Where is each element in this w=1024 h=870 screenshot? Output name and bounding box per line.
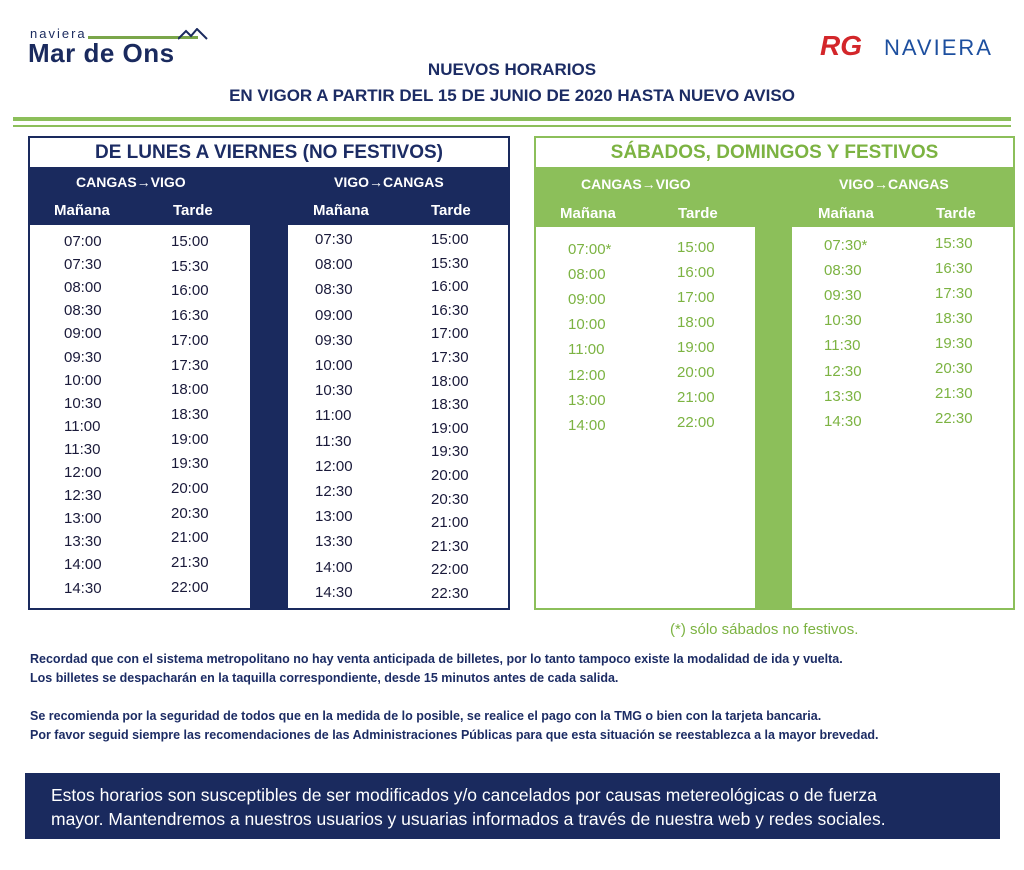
- weekday-vigo-cangas-afternoon-time: 17:30: [431, 349, 469, 366]
- col-afternoon: Tarde: [678, 205, 718, 222]
- info-line: Recordad que con el sistema metropolitano no hay venta anticipada de billetes, por lo tanto tampoco existe la modalidad de ida y vuelta.: [30, 652, 843, 666]
- weekday-vigo-cangas-afternoon-time: 19:00: [431, 419, 469, 437]
- weekend-cangas-vigo-afternoon-time: 18:00: [677, 314, 715, 331]
- weekend-vigo-cangas-morning-time: 09:30: [824, 287, 862, 305]
- rg-r: R: [820, 30, 841, 61]
- weekday-cangas-vigo-afternoon-time: 18:30: [171, 405, 209, 423]
- divider-thick: [13, 117, 1011, 121]
- route-cangas-vigo: [581, 176, 691, 192]
- weekday-schedule-panel: [28, 136, 510, 610]
- weekday-vigo-cangas-morning-time: 11:30: [315, 432, 352, 450]
- col-afternoon: Tarde: [173, 202, 213, 219]
- weekend-cangas-vigo-morning-time: 07:00*: [568, 241, 612, 258]
- route-vigo-cangas: [334, 174, 444, 190]
- weekday-cangas-vigo-afternoon-time: 16:00: [171, 282, 209, 300]
- weekday-cangas-vigo-afternoon-time: 17:30: [171, 356, 209, 374]
- weekday-vigo-cangas-afternoon-time: 20:30: [431, 490, 469, 508]
- weekday-vigo-cangas-afternoon-time: 21:00: [431, 514, 469, 532]
- weekday-cangas-vigo-morning-time: 08:30: [64, 302, 102, 320]
- weekend-cangas-vigo-morning-time: 10:00: [568, 316, 606, 334]
- rg-naviera-logo: [820, 28, 1005, 64]
- weekday-cangas-vigo-morning-time: 10:30: [64, 394, 102, 412]
- weekend-cangas-vigo-list: [536, 227, 755, 608]
- weekend-vigo-cangas-morning-time: 13:30: [824, 387, 862, 405]
- weekday-vigo-cangas-morning-time: 14:00: [315, 558, 353, 576]
- naviera-text: NAVIERA: [884, 35, 993, 60]
- route-from: VIGO: [839, 176, 875, 192]
- weekday-cangas-vigo-afternoon-time: 22:00: [171, 578, 209, 596]
- weekend-cangas-vigo-afternoon-time: 17:00: [677, 289, 715, 306]
- arrow-right-icon: →: [369, 174, 384, 190]
- info-line: Por favor seguid siempre las recomendaciones de las Administraciones Públicas para que esta situación se reestablezca a la mayor brevedad.: [30, 728, 879, 742]
- weekday-cangas-vigo-morning-time: 11:00: [64, 417, 101, 435]
- weekday-vigo-cangas-morning-time: 14:30: [315, 583, 353, 601]
- weekday-cangas-vigo-afternoon-time: 21:00: [171, 529, 209, 547]
- weekday-vigo-cangas-morning-time: 13:30: [315, 533, 353, 551]
- route-from: CANGAS: [581, 176, 642, 192]
- weekday-vigo-cangas-morning-time: 10:30: [315, 382, 353, 400]
- page-subtitle: EN VIGOR A PARTIR DEL 15 DE JUNIO DE 2020 HASTA NUEVO AVISO: [229, 86, 795, 105]
- route-to: CANGAS: [383, 174, 444, 190]
- weekday-vigo-cangas-afternoon-time: 20:00: [431, 467, 469, 484]
- arrow-right-icon: →: [874, 176, 889, 192]
- weekend-vigo-cangas-afternoon-time: 16:30: [935, 260, 973, 277]
- route-to: CANGAS: [888, 176, 949, 192]
- col-morning: Mañana: [54, 202, 110, 219]
- weekday-cangas-vigo-afternoon-time: 15:00: [171, 233, 209, 250]
- weekday-vigo-cangas-morning-time: 08:00: [315, 256, 353, 274]
- weekday-cangas-vigo-afternoon-time: 18:00: [171, 381, 209, 399]
- route-vigo-cangas: [839, 176, 949, 192]
- route-cangas-vigo: [76, 174, 186, 190]
- arrow-right-icon: →: [136, 174, 151, 190]
- weekday-vigo-cangas-morning-time: 10:00: [315, 357, 353, 374]
- weekday-vigo-cangas-afternoon-time: 19:30: [431, 443, 469, 461]
- weekday-title: DE LUNES A VIERNES (NO FESTIVOS): [30, 138, 508, 167]
- info-line: Los billetes se despacharán en la taquilla correspondiente, desde 15 minutos antes de cada salida.: [30, 671, 619, 685]
- route-to: VIGO: [150, 174, 186, 190]
- weekday-vigo-cangas-morning-time: 13:00: [315, 508, 353, 526]
- weekend-schedule-panel: [534, 136, 1015, 610]
- weekend-cangas-vigo-afternoon-time: 20:00: [677, 364, 715, 381]
- weekday-cangas-vigo-morning-time: 12:00: [64, 464, 102, 481]
- weekday-cangas-vigo-morning-time: 11:30: [64, 440, 101, 458]
- divider-thin: [13, 125, 1011, 127]
- weekend-vigo-cangas-afternoon-time: 18:30: [935, 310, 973, 327]
- weekday-vigo-cangas-afternoon-time: 22:30: [431, 585, 469, 602]
- weekend-cangas-vigo-morning-time: 14:00: [568, 416, 606, 434]
- weekday-vigo-cangas-afternoon-time: 18:30: [431, 396, 469, 414]
- weekday-vigo-cangas-afternoon-time: 18:00: [431, 372, 469, 390]
- rg-mark: [820, 30, 862, 62]
- weekend-vigo-cangas-afternoon-time: 15:30: [935, 235, 973, 252]
- weekday-cangas-vigo-afternoon-time: 20:30: [171, 504, 209, 522]
- weekday-vigo-cangas-afternoon-time: 21:30: [431, 537, 469, 555]
- footer-banner: [25, 773, 1000, 839]
- weekday-vigo-cangas-morning-time: 07:30: [315, 231, 353, 248]
- rg-g: G: [840, 30, 863, 61]
- weekend-vigo-cangas-afternoon-time: 20:30: [935, 360, 973, 377]
- weekend-footnote: (*) sólo sábados no festivos.: [670, 621, 859, 638]
- weekend-vigo-cangas-morning-time: 10:30: [824, 312, 862, 330]
- weekend-vigo-cangas-afternoon-time: 19:30: [935, 335, 973, 352]
- weekday-vigo-cangas-afternoon-time: 17:00: [431, 325, 469, 343]
- weekday-vigo-cangas-morning-time: 09:30: [315, 331, 353, 349]
- weekday-cangas-vigo-morning-time: 09:30: [64, 348, 102, 366]
- weekday-cangas-vigo-morning-time: 10:00: [64, 371, 102, 389]
- weekday-vigo-cangas-morning-time: 11:00: [315, 407, 352, 425]
- col-afternoon: Tarde: [431, 202, 471, 219]
- weekday-cangas-vigo-afternoon-time: 16:30: [171, 307, 209, 325]
- arrow-right-icon: →: [641, 176, 656, 192]
- footer-line: Estos horarios son susceptibles de ser modificados y/o cancelados por causas metereológicas o de fuerza: [51, 785, 877, 805]
- weekday-vigo-cangas-afternoon-time: 16:00: [431, 278, 469, 296]
- weekend-cangas-vigo-afternoon-time: 22:00: [677, 414, 715, 431]
- info-line: Se recomienda por la seguridad de todos que en la medida de lo posible, se realice el pago con la TMG o bien con la tarjeta bancaria.: [30, 709, 822, 723]
- weekday-vigo-cangas-morning-time: 09:00: [315, 306, 353, 324]
- weekday-cangas-vigo-morning-time: 12:30: [64, 487, 102, 505]
- weekend-vigo-cangas-morning-time: 14:30: [824, 412, 862, 430]
- weekend-cangas-vigo-afternoon-time: 16:00: [677, 264, 715, 281]
- mountain-icon: [178, 28, 208, 40]
- weekend-vigo-cangas-afternoon-time: 22:30: [935, 410, 973, 427]
- footer-line: mayor. Mantendremos a nuestros usuarios y usuarias informados a través de nuestra web y redes sociales.: [51, 809, 886, 829]
- weekday-vigo-cangas-afternoon-time: 22:00: [431, 561, 469, 579]
- weekday-cangas-vigo-morning-time: 08:00: [64, 279, 102, 297]
- route-from: CANGAS: [76, 174, 137, 190]
- weekend-vigo-cangas-list: [792, 227, 1013, 608]
- weekend-vigo-cangas-afternoon-time: 17:30: [935, 285, 973, 302]
- weekday-cangas-vigo-morning-time: 07:30: [64, 256, 102, 274]
- weekday-cangas-vigo-morning-time: 13:00: [64, 510, 102, 528]
- weekday-cangas-vigo-afternoon-time: 19:00: [171, 430, 209, 448]
- weekend-cangas-vigo-afternoon-time: 21:00: [677, 389, 715, 406]
- col-morning: Mañana: [818, 205, 874, 222]
- weekend-cangas-vigo-morning-time: 08:00: [568, 266, 606, 284]
- weekday-vigo-cangas-list: [288, 225, 508, 608]
- weekday-vigo-cangas-morning-time: 08:30: [315, 281, 353, 299]
- weekday-vigo-cangas-morning-time: 12:30: [315, 483, 353, 500]
- weekend-vigo-cangas-morning-time: 07:30*: [824, 237, 868, 254]
- col-morning: Mañana: [313, 202, 369, 219]
- weekend-cangas-vigo-morning-time: 12:00: [568, 366, 606, 384]
- logo-main-text: Mar de Ons: [28, 38, 175, 68]
- weekend-vigo-cangas-morning-time: 11:30: [824, 337, 861, 355]
- weekend-cangas-vigo-morning-time: 09:00: [568, 291, 606, 309]
- weekday-vigo-cangas-afternoon-time: 16:30: [431, 301, 469, 319]
- weekday-cangas-vigo-morning-time: 14:00: [64, 556, 102, 574]
- route-from: VIGO: [334, 174, 370, 190]
- weekend-cangas-vigo-morning-time: 13:00: [568, 391, 606, 409]
- weekend-cangas-vigo-morning-time: 11:00: [568, 341, 605, 359]
- weekend-vigo-cangas-morning-time: 08:30: [824, 262, 862, 280]
- col-afternoon: Tarde: [936, 205, 976, 222]
- weekday-vigo-cangas-morning-time: 12:00: [315, 457, 353, 475]
- weekday-cangas-vigo-afternoon-time: 21:30: [171, 554, 209, 572]
- weekday-cangas-vigo-morning-time: 14:30: [64, 579, 102, 597]
- weekday-cangas-vigo-afternoon-time: 17:00: [171, 331, 209, 349]
- logo-small-text: naviera: [30, 26, 87, 41]
- weekday-cangas-vigo-afternoon-time: 15:30: [171, 257, 209, 275]
- weekday-cangas-vigo-afternoon-time: 19:30: [171, 455, 209, 473]
- page-title: NUEVOS HORARIOS: [427, 60, 597, 79]
- weekday-cangas-vigo-afternoon-time: 20:00: [171, 480, 209, 497]
- weekend-vigo-cangas-afternoon-time: 21:30: [935, 385, 973, 402]
- route-to: VIGO: [655, 176, 691, 192]
- weekend-title: SÁBADOS, DOMINGOS Y FESTIVOS: [536, 138, 1013, 167]
- weekday-cangas-vigo-list: [30, 225, 250, 608]
- weekday-cangas-vigo-morning-time: 09:00: [64, 325, 102, 343]
- weekday-vigo-cangas-afternoon-time: 15:00: [431, 231, 469, 248]
- col-morning: Mañana: [560, 205, 616, 222]
- weekend-cangas-vigo-afternoon-time: 19:00: [677, 339, 715, 356]
- weekday-vigo-cangas-afternoon-time: 15:30: [431, 254, 469, 272]
- weekend-cangas-vigo-afternoon-time: 15:00: [677, 239, 715, 256]
- weekday-cangas-vigo-morning-time: 13:30: [64, 533, 102, 551]
- weekday-cangas-vigo-morning-time: 07:00: [64, 233, 102, 250]
- weekend-vigo-cangas-morning-time: 12:30: [824, 362, 862, 380]
